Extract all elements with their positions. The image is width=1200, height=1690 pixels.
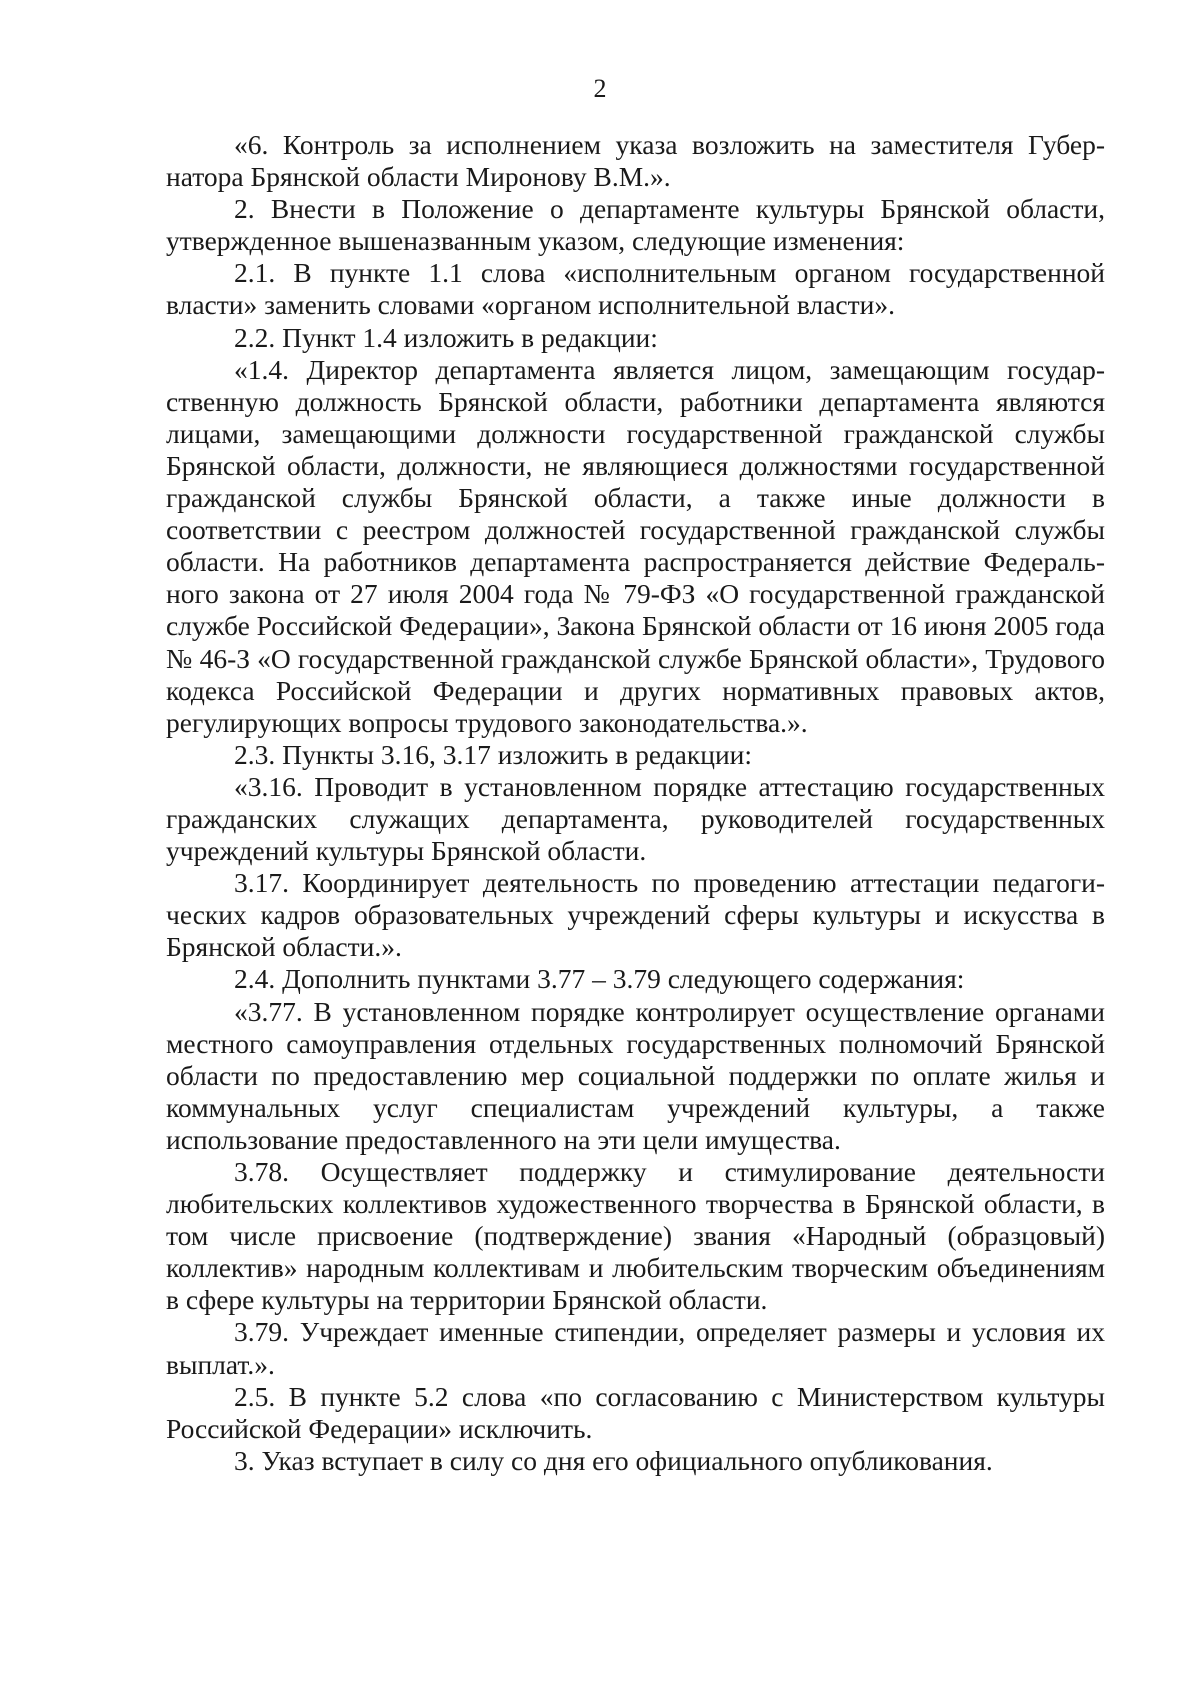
paragraph-item-2-2: 2.2. Пункт 1.4 изложить в редакции: bbox=[234, 321, 658, 353]
paragraph-item-1-4-text: «1.4. Директор департамента является лицом, замещающим государственную должность Брянской области, работники департамента являются лицами, замещающими должности государственной гражданской службы Брянской области, должности, не являющиеся должностями государственной гражданской службы Брянской области, а также иные должности в соответствии с реестром должностей государственной гражданской службы области. На работников департамента распространяется действие Федерального закона от 27 июля 2004 года № 79-ФЗ «О государственной гражданской службе Российской Федерации», Закона Брянской области от 16 июня 2005 года № 46-З «О государственной гражданской службе Брянской области», Трудового кодекса Российской Федерации и других нормативных правовых актов, регулирующих вопросы трудового законодательства.». bbox=[166, 353, 1105, 738]
document-body bbox=[166, 129, 1105, 1477]
paragraph-item-2-3: 2.3. Пункты 3.16, 3.17 изложить в редакции: bbox=[234, 738, 753, 770]
paragraph-item-3-17: 3.17. Координирует деятельность по проведению аттестации педагогических кадров образовательных учреждений сферы культуры и искусства в Брянской области.». bbox=[166, 867, 1105, 963]
paragraph-item-2-1: 2.1. В пункте 1.1 слова «исполнительным органом государственной власти» заменить словами «органом исполнительной власти». bbox=[166, 257, 1105, 321]
paragraph-item-3-77: «3.77. В установленном порядке контролирует осуществление органами местного самоуправления отдельных государственных полномочий Брянской области по предоставлению мер социальной поддержки по оплате жилья и коммунальных услуг специалистам учреждений культуры, а также использование предоставленного на эти цели имущества. bbox=[166, 995, 1105, 1155]
page-number: 2 bbox=[593, 74, 607, 103]
paragraph-item-6-control: «6. Контроль за исполнением указа возложить на заместителя Губернатора Брянской области Миронову В.М.». bbox=[166, 129, 1105, 193]
paragraph-item-2-5: 2.5. В пункте 5.2 слова «по согласованию с Министерством культуры Российской Федерации» исключить. bbox=[166, 1380, 1105, 1444]
paragraph-item-3-78: 3.78. Осуществляет поддержку и стимулирование деятельности любительских коллективов художественного творчества в Брянской области, в том числе присвоение (подтверждение) звания «Народный (образцовый) коллектив» народным коллективам и любительским творческим объединениям в сфере культуры на территории Брянской области. bbox=[166, 1156, 1105, 1316]
paragraph-item-2-4: 2.4. Дополнить пунктами 3.77 – 3.79 следующего содержания: bbox=[234, 963, 965, 995]
paragraph-item-2-amendments: 2. Внести в Положение о департаменте культуры Брянской области, утвержденное вышеназванным указом, следующие изменения: bbox=[166, 193, 1105, 257]
paragraph-item-3-16: «3.16. Проводит в установленном порядке аттестацию государственных гражданских служащих департамента, руководителей государственных учреждений культуры Брянской области. bbox=[166, 770, 1105, 867]
paragraph-item-3-79: 3.79. Учреждает именные стипендии, определяет размеры и условия их выплат.». bbox=[166, 1316, 1105, 1380]
paragraph-item-3-effective: 3. Указ вступает в силу со дня его официального опубликования. bbox=[234, 1444, 993, 1476]
